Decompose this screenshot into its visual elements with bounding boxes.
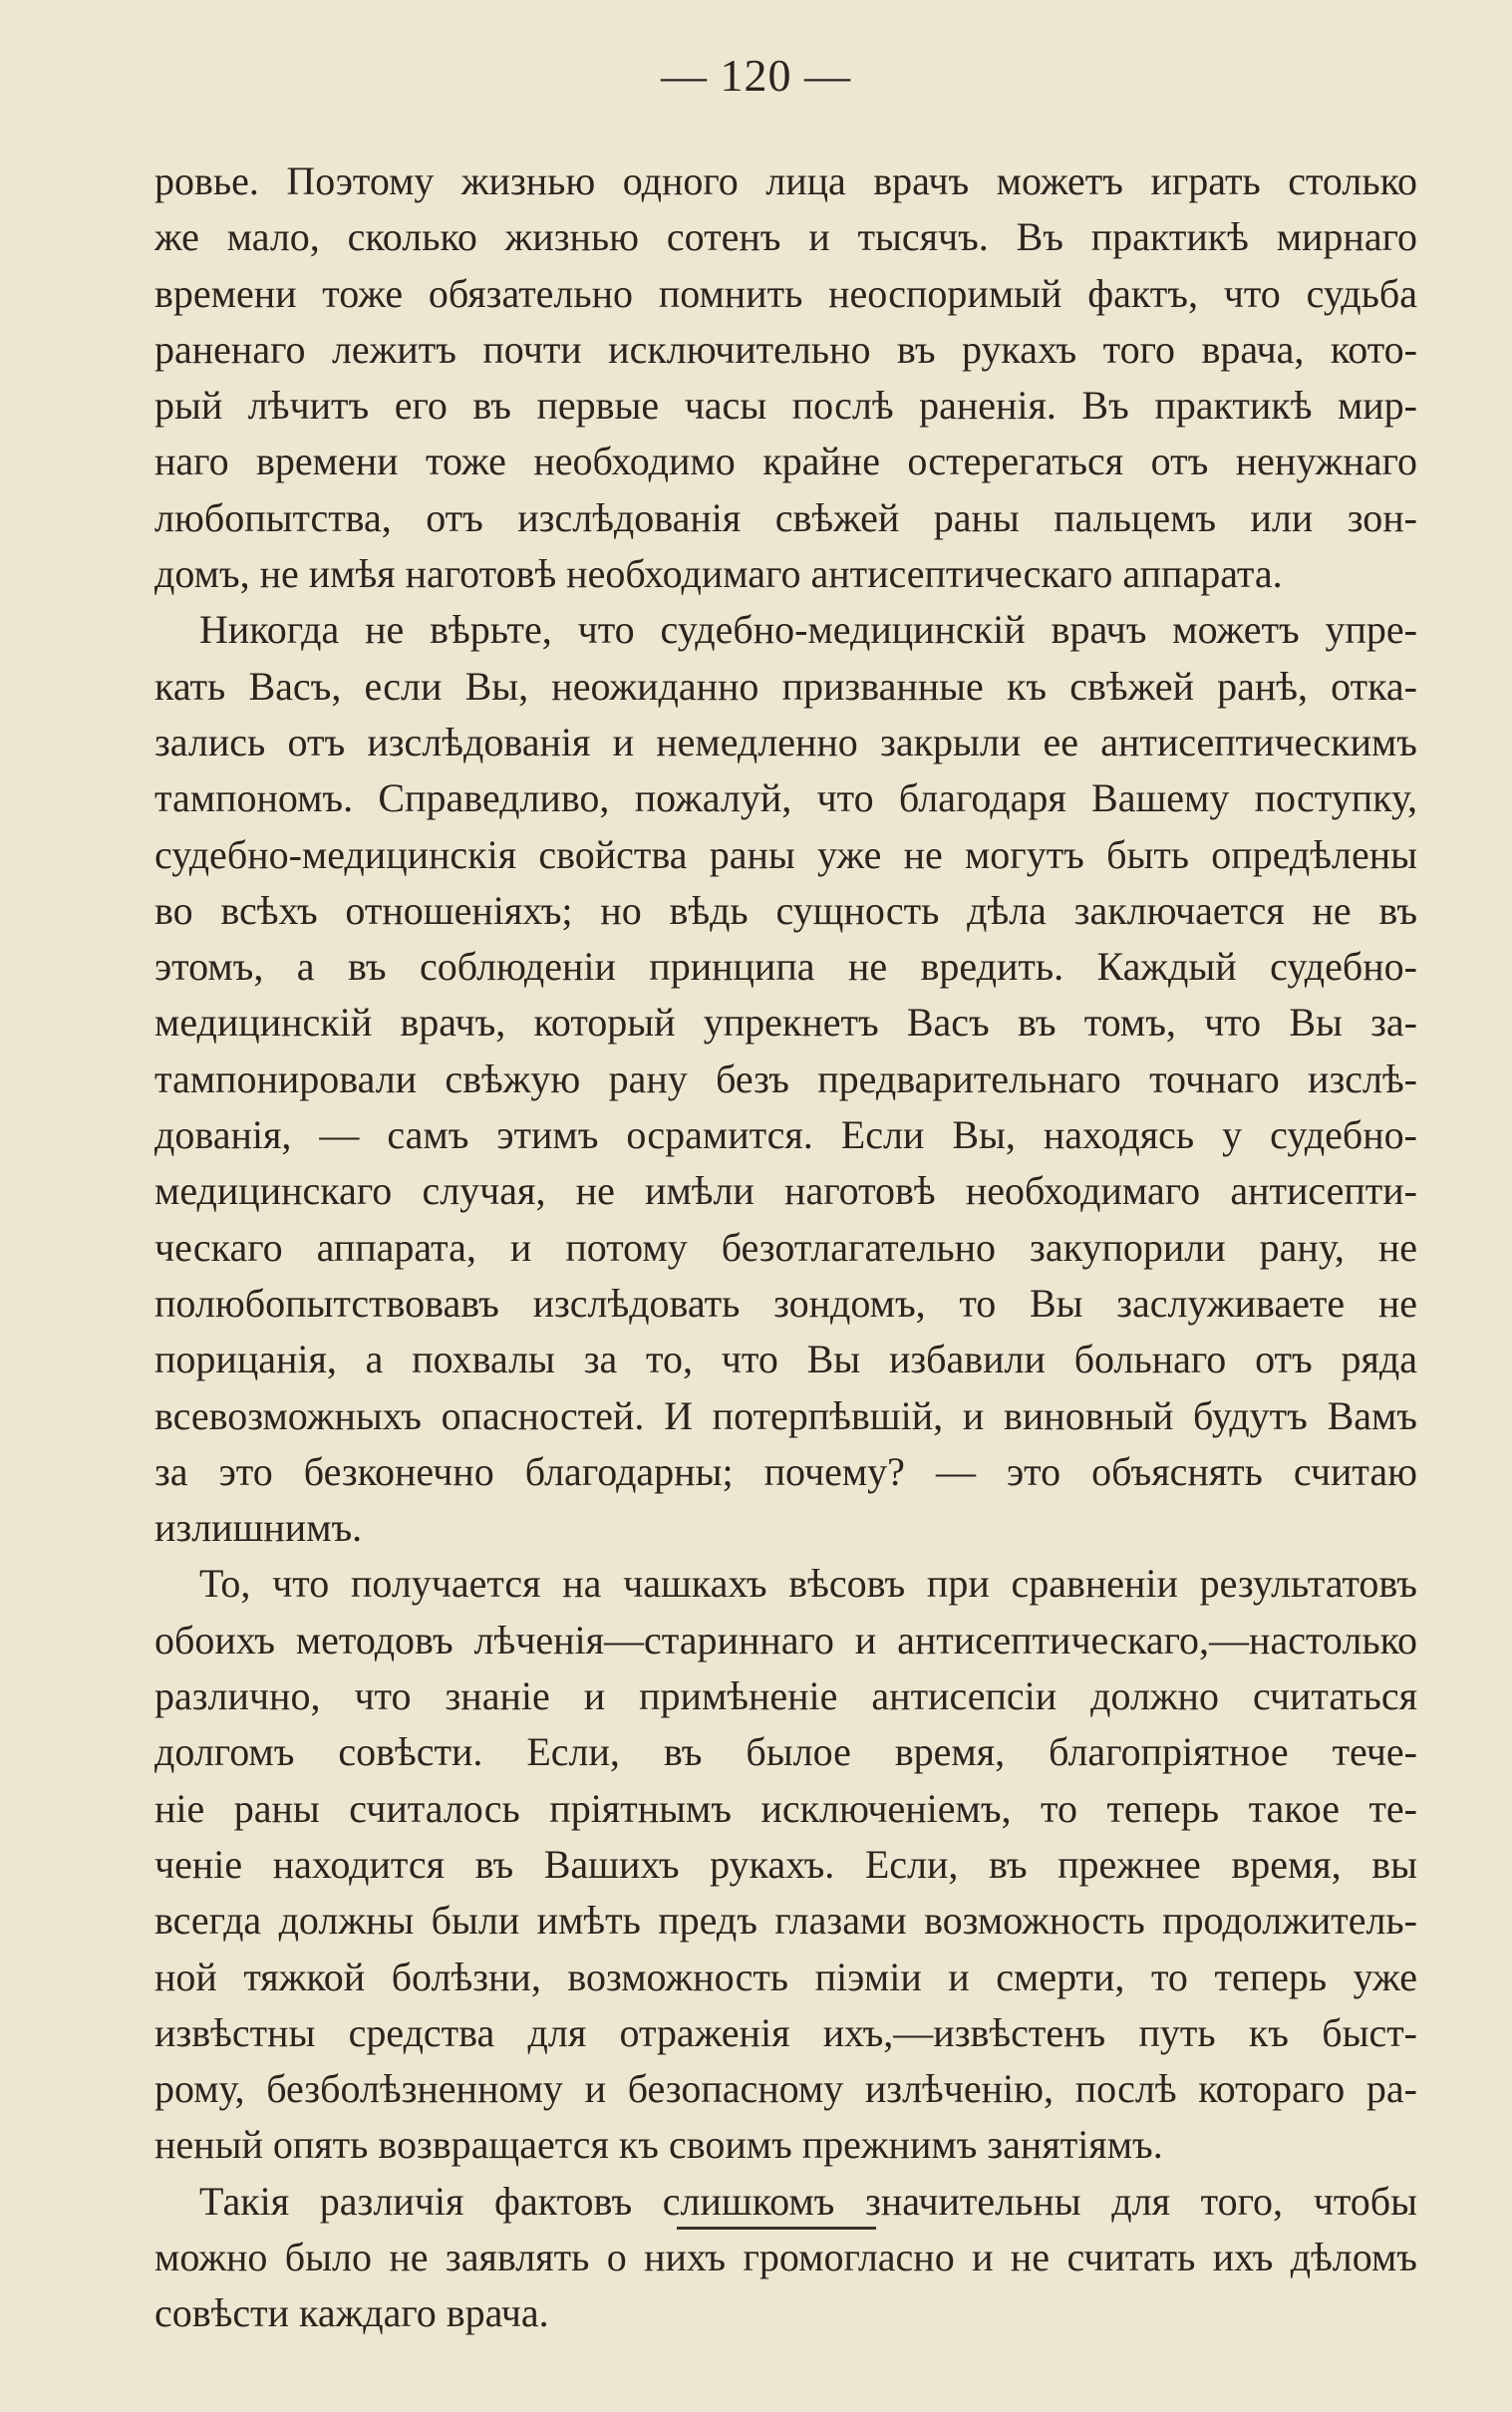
- text-line: полюбопытствовавъ изслѣдовать зондомъ, то Вы заслуживаете не: [154, 1280, 1417, 1326]
- text-line: домъ, не имѣя наготовѣ необходимаго антисептическаго аппарата.: [154, 551, 1283, 597]
- text-line: ной тяжкой болѣзни, возможность піэміи и смерти, то теперь уже: [154, 1954, 1417, 1999]
- text-line: рый лѣчитъ его въ первые часы послѣ раненія. Въ практикѣ мир-: [154, 383, 1417, 429]
- text-line: различно, что знаніе и примѣненіе антисепсіи должно считаться: [154, 1673, 1417, 1719]
- paragraph-continuation: [154, 153, 1417, 602]
- text-line: же мало, сколько жизнью сотенъ и тысячъ. Въ практикѣ мирнаго: [154, 214, 1417, 260]
- text-line: судебно-медицинскія свойства раны уже не могутъ быть опредѣлены: [154, 831, 1417, 877]
- text-line: времени тоже обязательно помнить неоспоримый фактъ, что судьба: [154, 270, 1417, 316]
- text-line: всевозможныхъ опасностей. И потерпѣвшій, и виновный будутъ Вамъ: [154, 1392, 1417, 1438]
- text-line: во всѣхъ отношеніяхъ; но вѣдь сущность дѣла заключается не въ: [154, 887, 1417, 933]
- paragraph-forensic-doctor: [154, 602, 1417, 1556]
- text-line: обоихъ методовъ лѣченія—стариннаго и антисептическаго,—настолько: [154, 1617, 1417, 1662]
- paragraph-treatment-comparison: [154, 1556, 1417, 2173]
- text-line: излишнимъ.: [154, 1505, 363, 1551]
- text-line: медицинскаго случая, не имѣли наготовѣ необходимаго антисепти-: [154, 1168, 1417, 1214]
- text-line: ческаго аппарата, и потому безотлагательно закупорили рану, не: [154, 1224, 1417, 1270]
- text-line: раненаго лежитъ почти исключительно въ рукахъ того врача, кото-: [154, 326, 1417, 372]
- text-line: любопытства, отъ изслѣдованія свѣжей раны пальцемъ или зон-: [154, 494, 1417, 540]
- text-line: наго времени тоже необходимо крайне остерегаться отъ ненужнаго: [154, 439, 1417, 484]
- text-line: извѣстны средства для отраженія ихъ,—извѣстенъ путь къ быст-: [154, 2009, 1417, 2055]
- text-line: долгомъ совѣсти. Если, въ былое время, благопріятное тече-: [154, 1729, 1417, 1775]
- text-line: ніе раны считалось пріятнымъ исключеніемъ, то теперь такое те-: [154, 1785, 1417, 1831]
- text-line: можно было не заявлять о нихъ громогласно и не считать ихъ дѣломъ: [154, 2234, 1417, 2279]
- body-text: [154, 153, 1417, 2342]
- text-line: Никогда не вѣрьте, что судебно-медицинскій врачъ можетъ упре-: [199, 607, 1417, 653]
- text-line: рому, безболѣзненному и безопасному излѣченію, послѣ котораго ра-: [154, 2066, 1417, 2112]
- text-line: кать Васъ, если Вы, неожиданно призванные къ свѣжей ранѣ, отка-: [154, 663, 1417, 709]
- text-line: ровье. Поэтому жизнью одного лица врачъ можетъ играть столько: [154, 158, 1417, 203]
- page-number: — 120 —: [661, 50, 851, 101]
- text-line: зались отъ изслѣдованія и немедленно закрыли ее антисептическимъ: [154, 719, 1417, 764]
- text-line: дованія, — самъ этимъ осрамится. Если Вы, находясь у судебно-: [154, 1112, 1417, 1158]
- text-line: неный опять возвращается къ своимъ прежнимъ занятіямъ.: [154, 2122, 1163, 2168]
- closing-rule: [677, 2227, 876, 2230]
- text-line: То, что получается на чашкахъ вѣсовъ при сравненіи результатовъ: [199, 1561, 1417, 1607]
- text-line: этомъ, а въ соблюденіи принципа не вредить. Каждый судебно-: [154, 944, 1417, 990]
- text-line: Такія различія фактовъ слишкомъ значительны для того, чтобы: [199, 2178, 1417, 2224]
- text-line: медицинскій врачъ, который упрекнетъ Васъ въ томъ, что Вы за-: [154, 1000, 1417, 1046]
- text-line: тампонировали свѣжую рану безъ предварительнаго точнаго изслѣ-: [154, 1055, 1417, 1101]
- text-line: порицанія, а похвалы за то, что Вы избавили больнаго отъ ряда: [154, 1337, 1417, 1382]
- text-line: ченіе находится въ Вашихъ рукахъ. Если, въ прежнее время, вы: [154, 1841, 1417, 1887]
- text-line: за это безконечно благодарны; почему? — это объяснять считаю: [154, 1448, 1417, 1494]
- text-line: всегда должны были имѣть предъ глазами возможность продолжитель-: [154, 1898, 1417, 1944]
- text-line: совѣсти каждаго врача.: [154, 2290, 549, 2336]
- paragraph-conclusion: [154, 2174, 1417, 2342]
- text-line: тампономъ. Справедливо, пожалуй, что благодаря Вашему поступку,: [154, 775, 1417, 821]
